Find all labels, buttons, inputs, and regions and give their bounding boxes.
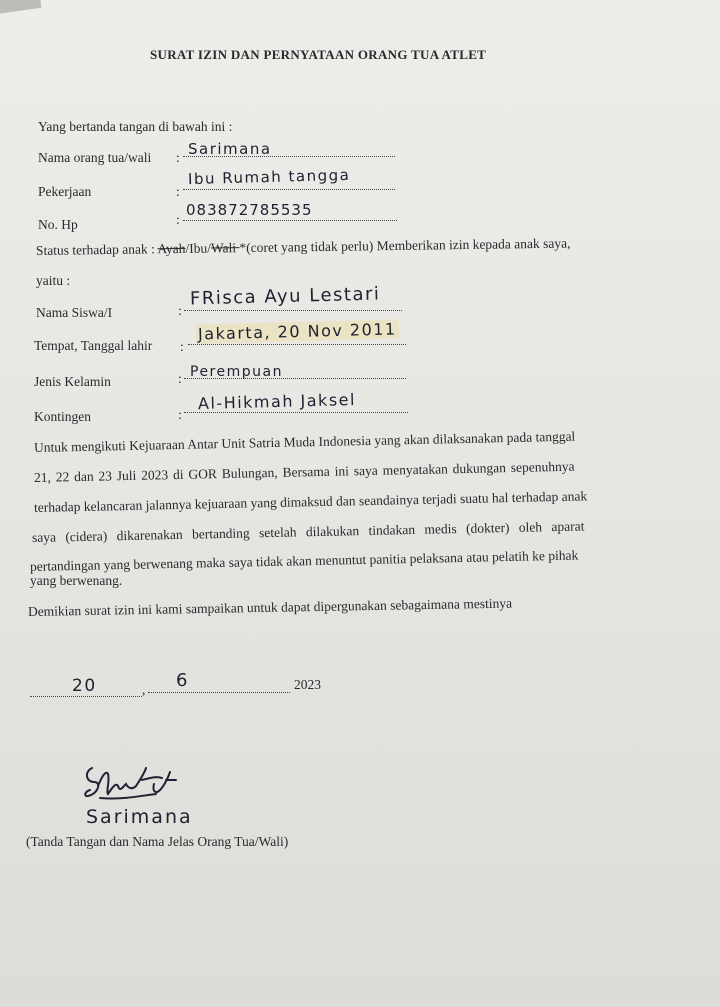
date-day: 20 — [72, 676, 97, 696]
contingent-value: Al-Hikmah Jaksel — [197, 389, 357, 414]
status-line — [36, 236, 571, 259]
body-line-6: yang berwenang. — [30, 573, 123, 588]
status-ayah-struck: Ayah — [157, 240, 186, 257]
phone-value: 083872785535 — [186, 201, 313, 219]
status-wali-struck: Wali — [210, 240, 240, 256]
date-day-dots — [30, 696, 142, 697]
status-ibu: /Ibu/ — [185, 240, 212, 256]
intro-text: Yang bertanda tangan di bawah ini : — [38, 119, 233, 134]
body-line-5: pertandingan yang berwenang maka saya tidak akan menuntut panitia pelaksana atau pelatih ke pihak — [29, 547, 579, 574]
body-line-3: terhadap kelancaran jalannya kejuaraan yang dimaksud dan seandainya terjadi suatu hal terhadap anak — [33, 488, 588, 515]
gender-value: Perempuan — [190, 364, 283, 380]
status-line-2: yaitu : — [36, 273, 71, 288]
body-line-4: saya (cidera) dikarenakan bertanding setelah dilakukan tindakan medis (dokter) oleh aparat — [31, 518, 585, 545]
signature-caption: (Tanda Tangan dan Nama Jelas Orang Tua/Wali) — [26, 834, 289, 849]
letter-title: SURAT IZIN DAN PERNYATAAN ORANG TUA ATLET — [150, 47, 487, 62]
student-name-value: FRisca Ayu Lestari — [189, 283, 381, 310]
dotted-line — [184, 310, 402, 311]
contingent-label: Kontingen — [34, 409, 91, 424]
dotted-line — [183, 189, 395, 190]
occupation-label: Pekerjaan — [38, 184, 92, 199]
dotted-line — [183, 220, 397, 221]
colon: : — [180, 339, 184, 354]
phone-label: No. Hp — [38, 217, 78, 232]
gender-label: Jenis Kelamin — [34, 374, 111, 389]
status-suffix: *(coret yang tidak perlu) Memberikan izin kepada anak saya, — [239, 235, 571, 256]
date-comma: , — [142, 682, 146, 697]
student-name-label: Nama Siswa/I — [36, 305, 113, 320]
parent-name-value: Sarimana — [188, 140, 272, 158]
page-corner-shadow — [0, 0, 42, 16]
birth-value: Jakarta, 20 Nov 2011 — [197, 319, 397, 344]
status-prefix: Status terhadap anak : — [35, 241, 158, 258]
date-year: 2023 — [294, 677, 321, 692]
dotted-line — [188, 344, 406, 345]
parent-name-label: Nama orang tua/wali — [38, 150, 152, 165]
date-month-dots — [148, 692, 290, 693]
colon: : — [176, 212, 180, 227]
signature-name: Sarimana — [86, 806, 193, 828]
colon: : — [178, 407, 182, 422]
closing-text: Demikian surat izin ini kami sampaikan untuk dapat dipergunakan sebagaimana mestinya — [27, 595, 513, 619]
occupation-value: Ibu Rumah tangga — [187, 165, 351, 189]
body-line-1: Untuk mengikuti Kejuaraan Antar Unit Satria Muda Indonesia yang akan dilaksanakan pada tanggal — [33, 428, 576, 455]
body-line-2: 21, 22 dan 23 Juli 2023 di GOR Bulungan, Bersama ini saya menyatakan dukungan sepenuhnya — [33, 458, 575, 485]
birth-label: Tempat, Tanggal lahir — [34, 338, 153, 353]
date-month: 6 — [176, 670, 189, 691]
colon: : — [176, 184, 180, 199]
colon: : — [178, 371, 182, 386]
colon: : — [176, 150, 180, 165]
colon: : — [178, 303, 182, 318]
